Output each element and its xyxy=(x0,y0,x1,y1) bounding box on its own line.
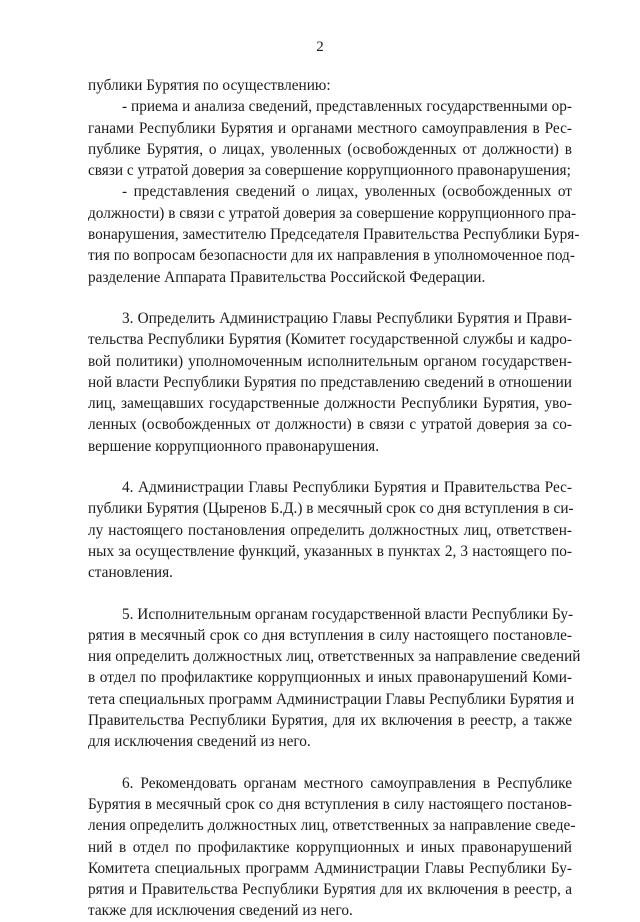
text-line: ний в отдел по профилактике коррупционных и иных правонарушений xyxy=(88,838,572,856)
text-line: Бурятия в месячный срок со дня вступления в силу настоящего постанов- xyxy=(88,795,572,813)
text-line: ленных (освобожденных от должности) в связи с утратой доверия за со- xyxy=(88,416,572,434)
list-item-receiving xyxy=(88,96,572,181)
clause-3 xyxy=(88,308,572,457)
document-body xyxy=(88,75,581,922)
paragraph-continuation xyxy=(88,75,572,96)
text-line: 3. Определить Администрацию Главы Республики Бурятия и Прави- xyxy=(122,309,572,327)
clause-5 xyxy=(88,604,581,753)
text-line: вонарушения, заместителю Председателя Правительства Республики Буря- xyxy=(88,226,580,244)
paragraph-gap xyxy=(88,753,572,773)
page-number: 2 xyxy=(316,39,324,55)
paragraph-gap xyxy=(88,584,572,604)
list-item-submission xyxy=(88,181,580,287)
text-line: лу настоящего постановления определить должностных лиц, ответствен- xyxy=(88,521,572,539)
text-line: Правительства Республики Бурятия, для их включения в реестр, а также xyxy=(88,712,572,730)
text-line: тельства Республики Бурятия (Комитет государственной службы и кадро- xyxy=(88,331,572,349)
text-line: ния определить должностных лиц, ответственных за направление сведений xyxy=(88,648,581,666)
text-line: вой политики) уполномоченным исполнительным органом государствен- xyxy=(88,352,572,370)
text-line: должности) в связи с утратой доверия за совершение коррупционного пра- xyxy=(88,204,577,222)
text-line: ной власти Республики Бурятия по представлению сведений в отношении xyxy=(88,373,572,391)
text-line: рятия в месячный срок со дня вступления в силу настоящего постановле- xyxy=(88,626,572,644)
text-line: тия по вопросам безопасности для их направления в уполномоченное под- xyxy=(88,247,575,265)
text-line: связи с утратой доверия за совершение коррупционного правонарушения; xyxy=(88,162,571,180)
text-line: - приема и анализа сведений, представленных государственными ор- xyxy=(122,98,572,116)
text-line: также для исключения сведений из него. xyxy=(88,902,353,920)
text-line: становления. xyxy=(88,564,173,582)
text-line: 5. Исполнительным органам государственной власти Республики Бу- xyxy=(122,605,574,623)
text-line: 6. Рекомендовать органам местного самоуправления в Республике xyxy=(122,774,572,792)
text-line: рятия и Правительства Республики Бурятия для их включения в реестр, а xyxy=(88,881,572,899)
text-line: публике Бурятия, о лицах, уволенных (освобожденных от должности) в xyxy=(88,140,572,158)
text-line: для исключения сведений из него. xyxy=(88,733,311,751)
text-line: в отдел по профилактике коррупционных и иных правонарушений Коми- xyxy=(88,669,572,687)
paragraph-gap xyxy=(88,288,572,308)
paragraph-gap xyxy=(88,457,572,477)
text-line: 4. Администрации Главы Республики Бурятия и Правительства Рес- xyxy=(122,479,572,497)
clause-4 xyxy=(88,477,572,583)
text-line: публики Бурятия (Цыренов Б.Д.) в месячный срок со дня вступления в си- xyxy=(88,500,574,518)
text-line: публики Бурятия по осуществлению: xyxy=(88,77,331,94)
text-line: Комитета специальных программ Администрации Главы Республики Бу- xyxy=(88,859,572,877)
text-line: лиц, замещавших государственные должности Республики Бурятия, уво- xyxy=(88,395,572,413)
text-line: разделение Аппарата Правительства Российской Федерации. xyxy=(88,268,486,286)
text-line: ления определить должностных лиц, ответственных за направление сведе- xyxy=(88,817,576,835)
text-line: ных за осуществление функций, указанных в пунктах 2, 3 настоящего по- xyxy=(88,542,572,560)
text-line: ганами Республики Бурятия и органами местного самоуправления в Рес- xyxy=(88,119,572,137)
text-line: - представления сведений о лицах, уволенных (освобожденных от xyxy=(122,183,572,201)
text-line: тета специальных программ Администрации Главы Республики Бурятия и xyxy=(88,690,575,708)
text-line: вершение коррупционного правонарушения. xyxy=(88,437,380,455)
clause-6 xyxy=(88,773,576,922)
